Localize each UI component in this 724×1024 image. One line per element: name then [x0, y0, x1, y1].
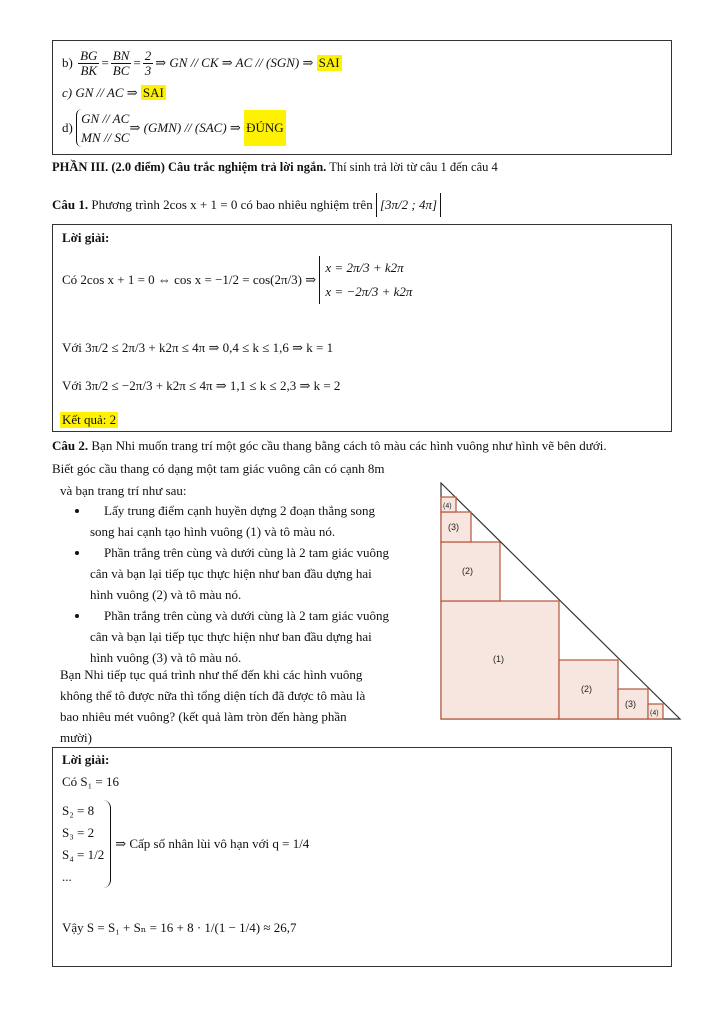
q2-intro3: và bạn trang trí như sau:: [60, 483, 187, 498]
item-d: d) GN // AC MN // SC ⇒ (GMN) // (SAC) ⇒ ĐÚNG: [62, 111, 284, 145]
label-2-top: (2): [462, 566, 473, 576]
q2-series: S₂ = 8 S₃ = 2 S₄ = 1/2 ... ⇒ Cấp số nhân lùi vô hạn với q = 1/4: [62, 800, 309, 888]
q1-statement: Câu 1. Phương trình 2cos x + 1 = 0 có bao nhiêu nghiệm trên [3π/2 ; 4π]: [52, 190, 441, 220]
label-1: (1): [493, 654, 504, 664]
system-d: GN // AC MN // SC: [76, 109, 129, 147]
frac-bg-bk: $\frac{BG}{BK}$: [80, 47, 98, 78]
q1-sol-title: Lời giải:: [62, 230, 110, 245]
frac-bn-bc: $\frac{BN}{BC}$: [112, 47, 130, 78]
q1-result: Kết quả: 2: [62, 412, 117, 427]
q1-step3: Với 3π/2 ≤ −2π/3 + k2π ≤ 4π ⇒ 1,1 ≤ k ≤ 2,3 ⇒ k = 2: [62, 378, 341, 393]
label-4-bottom: (4): [650, 710, 659, 717]
bullet-2: • Phần trắng trên cùng và dưới cùng là 2 tam giác vuông cân và bạn lại tiếp tục thực hiện như ban đầu dựng hai hình vuông (2) và tô màu nó.: [90, 542, 430, 605]
frac-2-3: $\frac{2}{3}$: [144, 47, 152, 78]
part3-heading: PHẦN III. (2.0 điểm) Câu trắc nghiệm trả lời ngắn. Thí sinh trả lời từ câu 1 đến câu 4: [52, 160, 498, 174]
label-4-top: (4): [443, 503, 452, 510]
bullet-1: • Lấy trung điểm cạnh huyền dựng 2 đoạn thẳng song song hai cạnh tạo hình vuông (1) và tô màu nó.: [90, 500, 430, 542]
q1-interval: [3π/2 ; 4π]: [376, 193, 441, 217]
item-b: b) $\frac{BG}{BK}$ = $\frac{BN}{BC}$ = $\frac{2}{3}$ ⇒ GN // CK ⇒ AC // (SGN) ⇒ SAI: [62, 47, 340, 78]
result-dung-d: ĐÚNG: [244, 110, 286, 146]
q1-roots: x = 2π/3 + k2π x = −2π/3 + k2π: [319, 256, 412, 304]
result-sai-c: SAI: [142, 85, 164, 100]
q1-step1: Có 2cos x + 1 = 0 ⇔ cos x = −1/2 = cos(2π/3) ⇒ x = 2π/3 + k2π x = −2π/3 + k2π: [62, 255, 412, 305]
label-3-bottom: (3): [625, 699, 636, 709]
bullet-3: • Phần trắng trên cùng và dưới cùng là 2 tam giác vuông cân và bạn lại tiếp tục thực hiện như ban đầu dựng hai hình vuông (3) và tô màu nó.: [90, 605, 430, 668]
label-2-bottom: (2): [581, 684, 592, 694]
staircase-squares-figure: [440, 482, 685, 722]
result-sai-b: SAI: [318, 55, 340, 70]
q2-outro: Bạn Nhi tiếp tục quá trình như thế đến khi các hình vuông không thể tô được nữa thì tổng diện tích đã được tô màu là bao nhiêu mét vuông? (kết quả làm tròn đến hàng phần mười): [60, 667, 366, 745]
q2-intro2: Biết góc cầu thang có dạng một tam giác vuông cân có cạnh 8m: [52, 461, 385, 476]
q2-series-brace: S₂ = 8 S₃ = 2 S₄ = 1/2 ...: [62, 800, 111, 888]
q2-s1: Có S₁ = 16: [62, 774, 120, 789]
q2-sol-title: Lời giải:: [62, 752, 110, 767]
q2-bullets: [60, 500, 430, 668]
q1-step2: Với 3π/2 ≤ 2π/3 + k2π ≤ 4π ⇒ 0,4 ≤ k ≤ 1,6 ⇒ k = 1: [62, 340, 334, 355]
q2-final: Vậy S = S₁ + Sₙ = 16 + 8 · 1/(1 − 1/4) ≈ 26,7: [62, 920, 297, 935]
q2-intro1: Câu 2. Bạn Nhi muốn trang trí một góc cầu thang bằng cách tô màu các hình vuông như hình vẽ bên dưới.: [52, 438, 607, 453]
item-c: c) GN // AC ⇒ SAI: [62, 85, 164, 100]
label-3-top: (3): [448, 522, 459, 532]
